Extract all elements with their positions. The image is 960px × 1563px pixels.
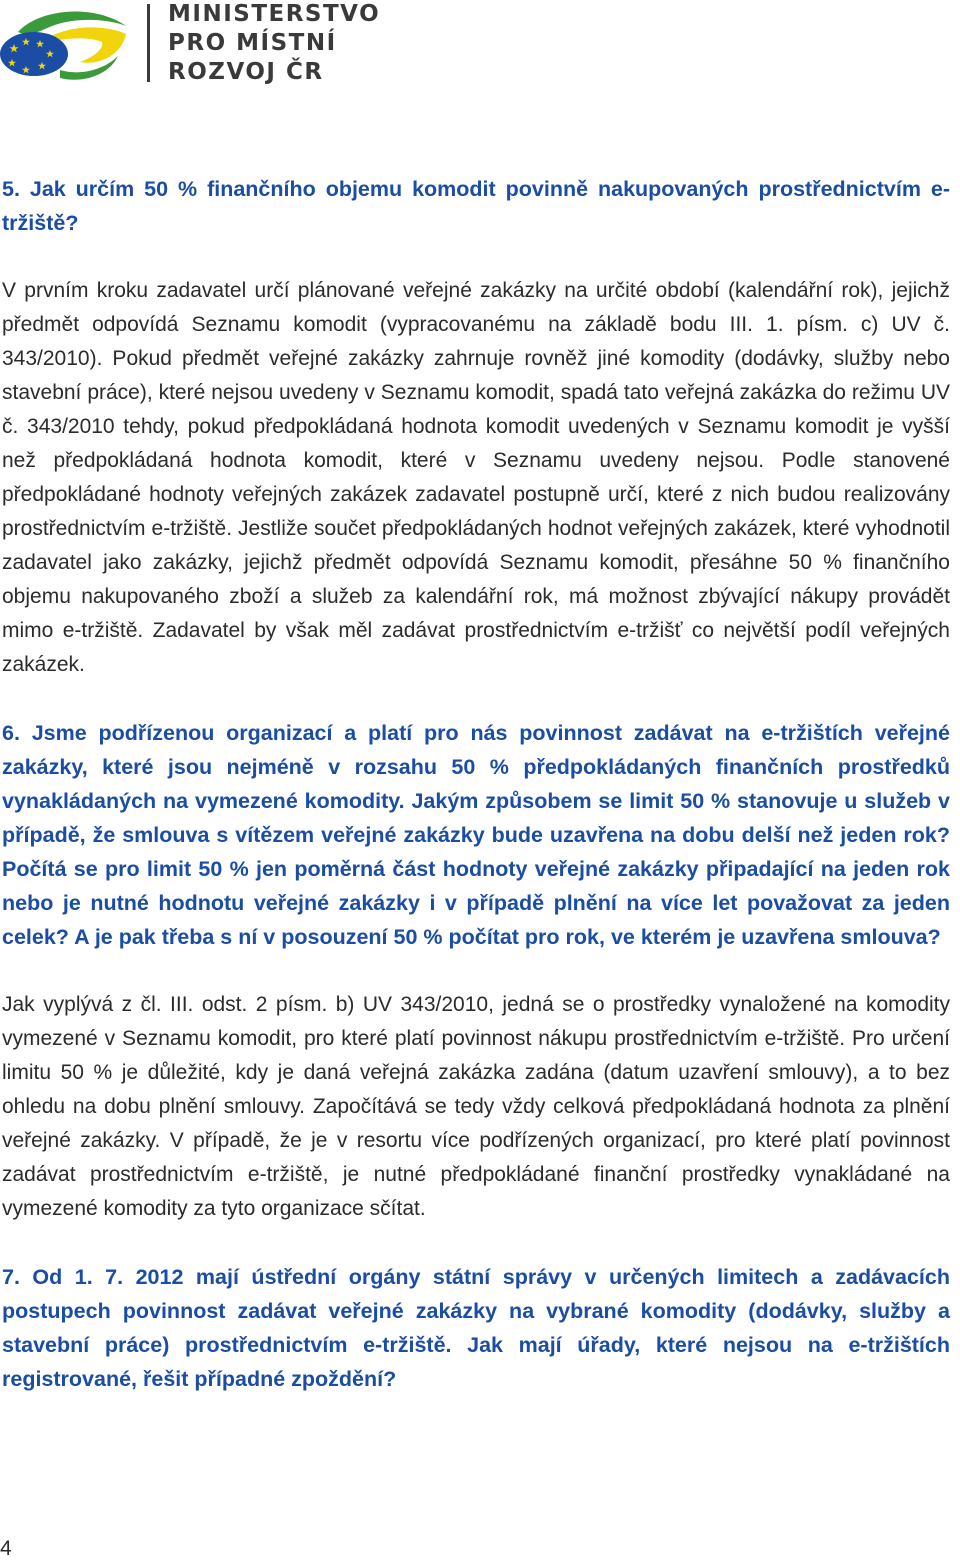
spacer [2,682,950,716]
question-5-answer: V prvním kroku zadavatel určí plánované veřejné zakázky na určité období (kalendářní rok), jejichž předmět odpovídá Seznamu komodit (vypracovanému na základě bodu III. 1. písm. c) UV č. 343/2010). Pokud předmět veřejné zakázky zahrnuje rovněž jiné komodity (dodávky, služby nebo stavební práce), které nejsou uvedeny v Seznamu komodit, spadá tato veřejná zakázka do režimu UV č. 343/2010 tehdy, pokud předpokládaná hodnota komodit uvedených v Seznamu komodit je vyšší než předpokládaná hodnota komodit, které v Seznamu uvedeny nejsou. Podle stanovené předpokládané hodnoty veřejných zakázek zadavatel postupně určí, které z nich budou realizovány prostřednictvím e-tržiště. Jestliže součet předpokládaných hodnot veřejných zakázek, které vyhodnotil zadavatel jako zakázky, jejichž předmět odpovídá Seznamu komodit, přesáhne 50 % finančního objemu nakupovaného zboží a služeb za kalendářní rok, má možnost zbývající nákupy provádět mimo e-tržiště. Zadavatel by však měl zadávat prostřednictvím e-tržišť co největší podíl veřejných zakázek. [2,279,950,676]
ministry-name-line2: PRO MÍSTNÍ [168,30,337,56]
spacer [2,954,950,988]
spacer [2,240,950,274]
question-6-answer: Jak vyplývá z čl. III. odst. 2 písm. b) UV 343/2010, jedná se o prostředky vynaložené na komodity vymezené v Seznamu komodit, pro které platí povinnost nákupu prostřednictvím e-tržiště. Pro určení limitu 50 % je důležité, kdy je daná veřejná zakázka zadána (datum uzavření smlouvy), a to bez ohledu na dobu plnění smlouvy. Započítává se tedy vždy celková předpokládaná hodnota za plnění veřejné zakázky. V případě, že je v resortu více podřízených organizací, pro které platí povinnost zadávat prostřednictvím e-tržiště, je nutné předpokládané finanční prostředky vynakládané na vymezené komodity za tyto organizace sčítat. [2,993,950,1220]
ministry-name-line1: MINISTERSTVO [168,1,381,27]
logo-divider [147,4,150,82]
question-7-heading: 7. Od 1. 7. 2012 mají ústřední orgány státní správy v určených limitech a zadávacích postupech povinnost zadávat veřejné zakázky na vybrané komodity (dodávky, služby a stavební práce) prostřednictvím e-tržiště. Jak mají úřady, které nejsou na e-tržištích registrované, řešit případné zpoždění? [2,1265,950,1391]
ministry-name [168,0,380,87]
page-number: 4 [0,1537,12,1560]
question-5-heading: 5. Jak určím 50 % finančního objemu komodit povinně nakupovaných prostřednictvím e-tržiště? [2,177,950,235]
page-header [0,0,400,90]
document-body [2,172,950,1396]
ministry-logo-icon [0,4,130,84]
question-6-heading: 6. Jsme podřízenou organizací a platí pro nás povinnost zadávat na e-tržištích veřejné zakázky, které jsou nejméně v rozsahu 50 % předpokládaných finančních prostředků vynakládaných na vymezené komodity. Jakým způsobem se limit 50 % stanovuje u služeb v případě, že smlouva s vítězem veřejné zakázky bude uzavřena na dobu delší než jeden rok? Počítá se pro limit 50 % jen poměrná část hodnoty veřejné zakázky připadající na jeden rok nebo je nutné hodnotu veřejné zakázky i v případě plnění na více let považovat za jeden celek? A je pak třeba s ní v posouzení 50 % počítat pro rok, ve kterém je uzavřena smlouva? [2,721,950,949]
ministry-name-line3: ROZVOJ ČR [168,59,324,85]
spacer [2,1226,950,1260]
